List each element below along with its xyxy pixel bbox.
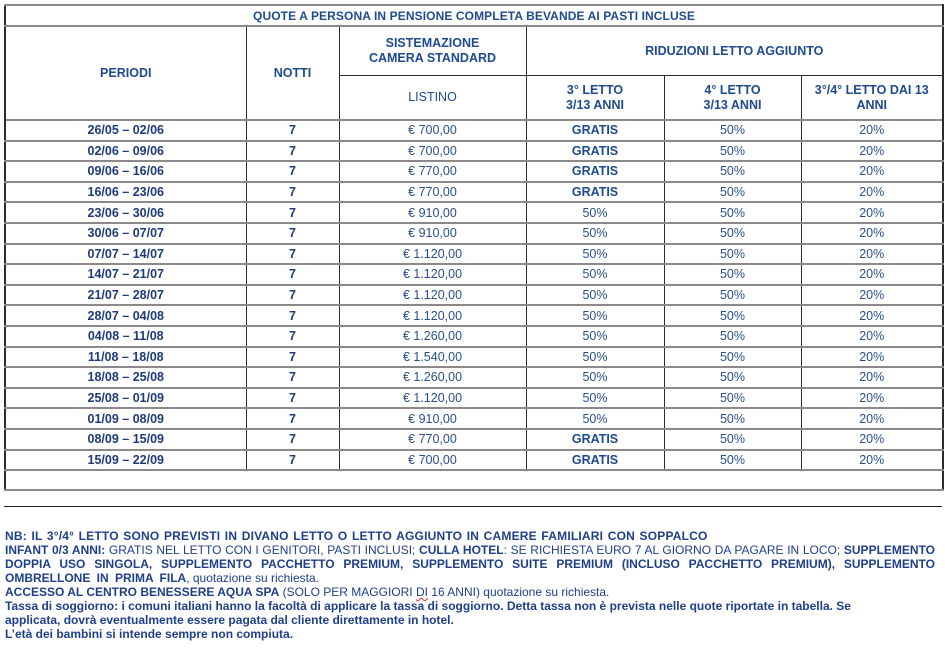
cell-fourth-bed: 50% [664,429,801,450]
cell-period: 26/05 – 02/06 [5,120,246,141]
cell-third-bed: GRATIS [526,429,664,450]
cell-nights: 7 [246,161,339,182]
header-listino: LISTINO [339,76,526,121]
cell-nights: 7 [246,408,339,429]
cell-price: € 770,00 [339,182,526,203]
cell-third-fourth-adult: 20% [801,450,943,471]
cell-third-fourth-adult: 20% [801,141,943,162]
table-row [5,141,943,162]
cell-third-fourth-adult: 20% [801,264,943,285]
table-row [5,305,943,326]
cell-period: 16/06 – 23/06 [5,182,246,203]
cell-nights: 7 [246,305,339,326]
table-row [5,408,943,429]
cell-fourth-bed: 50% [664,285,801,306]
header-fourth-bed: 4° LETTO 3/13 ANNI [664,76,801,121]
cell-fourth-bed: 50% [664,202,801,223]
cell-price: € 910,00 [339,202,526,223]
cell-third-bed: GRATIS [526,141,664,162]
cell-third-fourth-adult: 20% [801,182,943,203]
table-row [5,367,943,388]
cell-price: € 1.120,00 [339,285,526,306]
table-row [5,202,943,223]
cell-third-fourth-adult: 20% [801,223,943,244]
cell-third-fourth-adult: 20% [801,305,943,326]
header-room-standard: SISTEMAZIONE CAMERA STANDARD [339,26,526,76]
spa-text-2: 16 ANNI) quotazione su richiesta. [427,585,610,599]
cell-third-bed: GRATIS [526,450,664,471]
cell-nights: 7 [246,202,339,223]
table-title: QUOTE A PERSONA IN PENSIONE COMPLETA BEVANDE AI PASTI INCLUSE [5,5,943,26]
cell-third-bed: 50% [526,285,664,306]
header-row-main [5,26,943,76]
cell-price: € 700,00 [339,141,526,162]
cell-period: 30/06 – 07/07 [5,223,246,244]
cell-nights: 7 [246,429,339,450]
cell-price: € 910,00 [339,223,526,244]
cell-fourth-bed: 50% [664,141,801,162]
notes-section [5,529,935,641]
cell-fourth-bed: 50% [664,305,801,326]
table-row [5,347,943,368]
cell-third-fourth-adult: 20% [801,120,943,141]
spa-text-di: DI [415,585,428,599]
cell-fourth-bed: 50% [664,161,801,182]
cell-price: € 1.260,00 [339,326,526,347]
cell-third-fourth-adult: 20% [801,161,943,182]
spa-label: ACCESSO AL CENTRO BENESSERE AQUA SPA [5,585,280,599]
cell-fourth-bed: 50% [664,450,801,471]
infant-label: INFANT 0/3 ANNI: [5,543,106,557]
header-third-fourth-adult: 3°/4° LETTO DAI 13 ANNI [801,76,943,121]
table-row [5,285,943,306]
header-reductions: RIDUZIONI LETTO AGGIUNTO [526,26,943,76]
cell-third-fourth-adult: 20% [801,347,943,368]
cell-period: 02/06 – 09/06 [5,141,246,162]
cell-third-bed: GRATIS [526,120,664,141]
cell-fourth-bed: 50% [664,182,801,203]
cell-price: € 1.260,00 [339,367,526,388]
cell-nights: 7 [246,347,339,368]
supplements-text: , quotazione su richiesta. [186,571,319,585]
cell-fourth-bed: 50% [664,347,801,368]
cell-price: € 770,00 [339,161,526,182]
cell-fourth-bed: 50% [664,388,801,409]
table-body [5,120,943,490]
cell-period: 09/06 – 16/06 [5,161,246,182]
cell-fourth-bed: 50% [664,408,801,429]
table-row [5,182,943,203]
cell-period: 04/08 – 11/08 [5,326,246,347]
table-row [5,223,943,244]
cell-third-bed: 50% [526,388,664,409]
crib-text: : SE RICHIESTA EURO 7 AL GIORNO DA PAGARE IN LOCO; [503,543,844,557]
cell-period: 07/07 – 14/07 [5,244,246,265]
cell-nights: 7 [246,223,339,244]
cell-fourth-bed: 50% [664,264,801,285]
cell-third-bed: GRATIS [526,161,664,182]
cell-nights: 7 [246,141,339,162]
cell-period: 18/08 – 25/08 [5,367,246,388]
cell-price: € 1.120,00 [339,244,526,265]
cell-nights: 7 [246,244,339,265]
table-row [5,244,943,265]
empty-cell [5,470,943,490]
cell-fourth-bed: 50% [664,367,801,388]
table-row [5,326,943,347]
section-divider [4,506,942,507]
note-infant-supplements [5,543,935,585]
cell-period: 15/09 – 22/09 [5,450,246,471]
header-periods: PERIODI [5,26,246,120]
cell-third-bed: 50% [526,326,664,347]
cell-period: 25/08 – 01/09 [5,388,246,409]
note-spa [5,585,935,599]
cell-third-fourth-adult: 20% [801,244,943,265]
cell-nights: 7 [246,285,339,306]
cell-third-fourth-adult: 20% [801,388,943,409]
table-row [5,429,943,450]
cell-fourth-bed: 50% [664,326,801,347]
cell-third-bed: 50% [526,264,664,285]
note-age: L’età dei bambini si intende sempre non compiuta. [5,627,294,641]
cell-fourth-bed: 50% [664,244,801,265]
cell-period: 11/08 – 18/08 [5,347,246,368]
cell-price: € 700,00 [339,450,526,471]
table-row [5,388,943,409]
cell-third-bed: 50% [526,223,664,244]
spa-text-1: (SOLO PER MAGGIORI [279,585,416,599]
table-row [5,161,943,182]
cell-third-fourth-adult: 20% [801,285,943,306]
cell-price: € 1.120,00 [339,264,526,285]
header-nights: NOTTI [246,26,339,120]
cell-third-bed: GRATIS [526,182,664,203]
cell-third-bed: 50% [526,305,664,326]
cell-period: 08/09 – 15/09 [5,429,246,450]
cell-third-fourth-adult: 20% [801,326,943,347]
crib-label: CULLA HOTEL [419,543,504,557]
cell-period: 14/07 – 21/07 [5,264,246,285]
cell-third-bed: 50% [526,347,664,368]
cell-price: € 1.120,00 [339,305,526,326]
header-third-bed: 3° LETTO 3/13 ANNI [526,76,664,121]
cell-fourth-bed: 50% [664,223,801,244]
cell-fourth-bed: 50% [664,120,801,141]
cell-nights: 7 [246,182,339,203]
cell-price: € 1.540,00 [339,347,526,368]
price-table [4,4,944,491]
table-row [5,120,943,141]
cell-third-fourth-adult: 20% [801,429,943,450]
cell-third-bed: 50% [526,202,664,223]
cell-price: € 910,00 [339,408,526,429]
cell-third-bed: 50% [526,408,664,429]
note-tax: Tassa di soggiorno: i comuni italiani hanno la facoltà di applicare la tassa di soggiorno. Detta tassa non è prevista nelle quote riportate in tabella. Se applicata, dovrà eventualmente essere pagata dal cliente direttamente in hotel. [5,599,851,627]
cell-price: € 1.120,00 [339,388,526,409]
cell-nights: 7 [246,388,339,409]
cell-price: € 700,00 [339,120,526,141]
cell-nights: 7 [246,367,339,388]
table-row [5,264,943,285]
infant-text: GRATIS NEL LETTO CON I GENITORI, PASTI INCLUSI; [105,543,420,557]
supplements-list: SUPPLEMENTO DOPPIA USO SINGOLA, SUPPLEMENTO PACCHETTO PREMIUM, SUPPLEMENTO SUITE PREMIUM (INCLUSO PACCHETTO PREMIUM), SUPPLEMENTO OMBRELLONE IN PRIMA FILA [5,543,936,585]
cell-nights: 7 [246,450,339,471]
table-empty-row [5,470,943,490]
cell-period: 28/07 – 04/08 [5,305,246,326]
cell-price: € 770,00 [339,429,526,450]
cell-nights: 7 [246,264,339,285]
note-nb: NB: IL 3°/4° LETTO SONO PREVISTI IN DIVANO LETTO O LETTO AGGIUNTO IN CAMERE FAMILIARI CON SOPPALCO [5,529,708,543]
cell-third-fourth-adult: 20% [801,202,943,223]
table-row [5,450,943,471]
cell-third-fourth-adult: 20% [801,408,943,429]
cell-third-bed: 50% [526,244,664,265]
cell-third-fourth-adult: 20% [801,367,943,388]
cell-period: 21/07 – 28/07 [5,285,246,306]
cell-nights: 7 [246,326,339,347]
table-title-row [5,5,943,26]
cell-third-bed: 50% [526,367,664,388]
cell-period: 01/09 – 08/09 [5,408,246,429]
cell-period: 23/06 – 30/06 [5,202,246,223]
cell-nights: 7 [246,120,339,141]
